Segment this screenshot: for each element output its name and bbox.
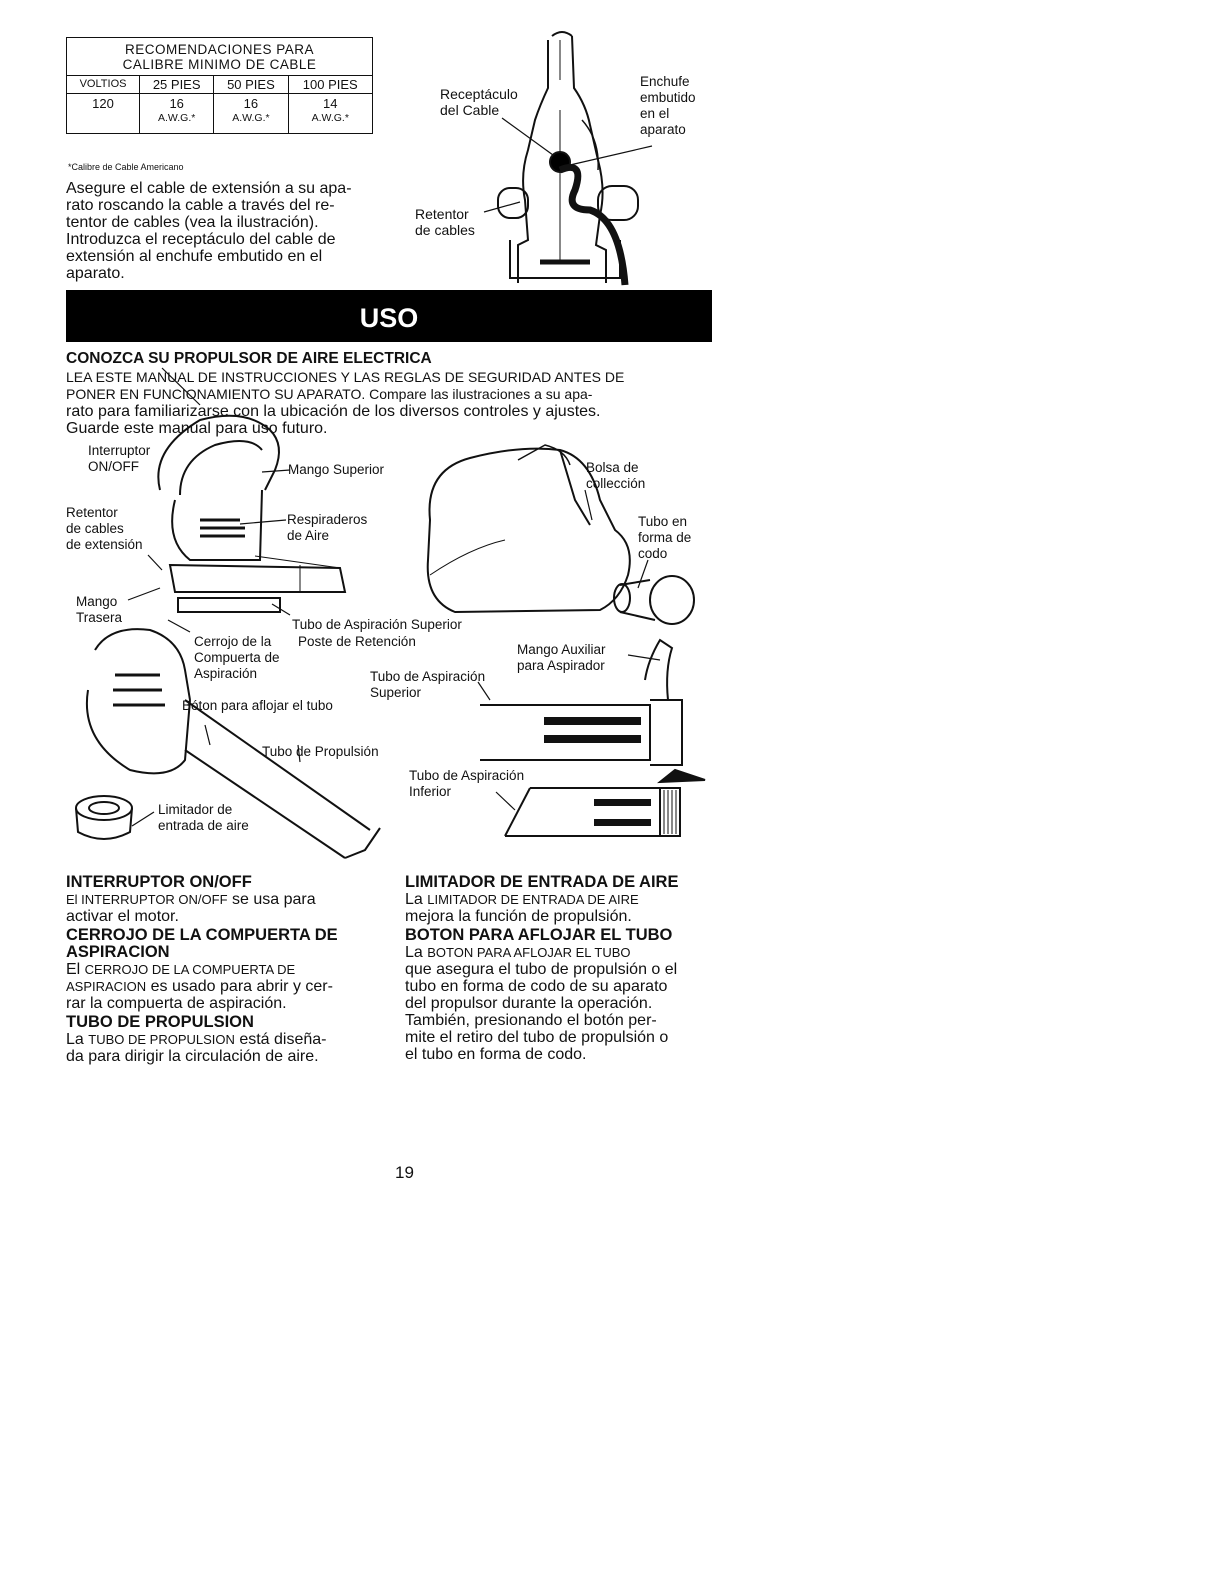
- section-line: [66, 908, 386, 925]
- section-heading: ASPIRACION: [66, 943, 170, 961]
- cable-table-footnote: *Calibre de Cable Americano: [68, 162, 184, 172]
- text-run: También, presionando el botón per-: [405, 1012, 657, 1029]
- label-aux-vacuum-handle: [517, 642, 606, 674]
- text-run: se usa para: [227, 891, 316, 908]
- label-line: del Cable: [440, 102, 500, 118]
- gauge-number: 16: [243, 96, 259, 111]
- label-blower-tube: Tubo de Propulsión: [262, 744, 379, 759]
- text-run: El: [66, 892, 82, 907]
- description-section: [66, 927, 386, 1012]
- section-line: [405, 995, 725, 1012]
- text-run: del propulsor durante la operación.: [405, 995, 653, 1012]
- description-section: [66, 1014, 386, 1065]
- label-line: Trasera: [76, 610, 123, 625]
- cable-table-title-line-1: RECOMENDACIONES PARA: [124, 42, 315, 57]
- text-run: El: [66, 961, 85, 978]
- section-line: [66, 891, 386, 908]
- label-line: codo: [638, 546, 668, 561]
- label-top-handle: Mango Superior: [288, 462, 385, 477]
- section-line: [405, 978, 725, 995]
- text-run: TUBO DE PROPULSION: [88, 1032, 235, 1047]
- label-line: de extensión: [66, 537, 143, 552]
- know-section-text: [66, 369, 726, 437]
- section-line: [66, 995, 386, 1012]
- text-run: La: [405, 944, 428, 961]
- label-line: Receptáculo: [440, 86, 518, 102]
- section-heading: INTERRUPTOR ON/OFF: [66, 873, 252, 891]
- intro-line: extensión al enchufe embutido en el: [66, 248, 323, 265]
- gauge-unit: A.W.G.*: [232, 112, 270, 124]
- section-heading: LIMITADOR DE ENTRADA DE AIRE: [405, 873, 679, 891]
- label-air-vents: [287, 512, 367, 544]
- label-line: Retentor: [415, 206, 469, 222]
- label-line: en el: [640, 106, 670, 121]
- gauge-unit: A.W.G.*: [311, 112, 349, 124]
- text-run: tubo en forma de codo de su aparato: [405, 978, 668, 995]
- text-run: BOTON PARA AFLOJAR EL TUBO: [427, 945, 631, 960]
- know-section-heading: CONOZCA SU PROPULSOR DE AIRE ELECTRICA: [66, 350, 432, 367]
- label-line: ON/OFF: [88, 459, 139, 474]
- label-line: aparato: [640, 122, 686, 137]
- lower-vacuum-tube-illustration: [505, 788, 680, 836]
- text-run: el tubo en forma de codo.: [405, 1046, 587, 1063]
- label-line: Bolsa de: [586, 460, 639, 475]
- label-line: Compuerta de: [194, 650, 280, 665]
- label-line: Tubo de Aspiración: [409, 768, 525, 783]
- left-description-column: [66, 874, 386, 1067]
- label-air-intake-limiter: [158, 802, 249, 834]
- label-line: Mango: [76, 594, 118, 609]
- label-on-off-switch: [88, 443, 150, 475]
- text-run: La: [66, 1031, 89, 1048]
- section-line: [405, 891, 725, 908]
- know-line: Guarde este manual para uso futuro.: [66, 420, 328, 437]
- text-run: que asegura el tubo de propulsión o el: [405, 961, 678, 978]
- label-tube-release-button: Bóton para aflojar el tubo: [182, 698, 333, 713]
- label-line: de cables: [66, 521, 124, 536]
- section-heading: TUBO DE PROPULSION: [66, 1013, 254, 1031]
- text-run: CERROJO DE LA COMPUERTA DE: [84, 962, 296, 977]
- label-vacuum-door-latch: [194, 634, 280, 682]
- section-line: [405, 1029, 725, 1046]
- intro-line: rato roscando la cable a través del re-: [66, 197, 335, 214]
- label-rear-handle: [76, 594, 122, 626]
- text-run: está diseña-: [234, 1031, 327, 1048]
- section-line: [66, 1048, 386, 1065]
- label-line: entrada de aire: [158, 818, 249, 833]
- text-run: es usado para abrir y cer-: [146, 978, 333, 995]
- label-line: Cerrojo de la: [194, 634, 272, 649]
- gauge-number: 14: [323, 96, 338, 111]
- right-description-column: [405, 874, 725, 1065]
- label-extension-cord-retainer: [66, 505, 143, 553]
- cable-table-title-line-2: CALIBRE MINIMO DE CABLE: [122, 57, 317, 72]
- label-elbow-tube: [638, 514, 691, 562]
- label-line: de Aire: [287, 528, 330, 543]
- know-line: rato para familiarizarse con la ubicación de los diversos controles y ajustes.: [66, 403, 601, 420]
- section-heading: BOTON PARA AFLOJAR EL TUBO: [405, 926, 673, 944]
- text-run: INTERRUPTOR ON/OFF: [81, 892, 228, 907]
- page-number: 19: [395, 1163, 414, 1182]
- description-section: [405, 874, 725, 925]
- label-line: Limitador de: [158, 802, 233, 817]
- header-volts: VOLTIOS: [67, 76, 140, 94]
- text-run: rar la compuerta de aspiración.: [66, 995, 287, 1012]
- section-line: [405, 908, 725, 925]
- header-50ft: 50 PIES: [214, 76, 288, 94]
- label-cord-retainer: [415, 206, 475, 238]
- section-line: [66, 978, 386, 995]
- text-run: ASPIRACION: [66, 979, 147, 994]
- label-line: Mango Auxiliar: [517, 642, 606, 657]
- text-run: LIMITADOR DE ENTRADA DE AIRE: [427, 892, 639, 907]
- intro-line: tentor de cables (vea la ilustración).: [66, 214, 319, 231]
- label-line: Enchufe: [640, 74, 690, 89]
- header-100ft: 100 PIES: [288, 76, 372, 94]
- label-line: Tubo de Aspiración: [370, 669, 486, 684]
- label-recessed-plug: [640, 74, 696, 138]
- label-line: collección: [586, 476, 646, 491]
- label-line: para Aspirador: [517, 658, 605, 673]
- label-lower-vacuum-tube: [409, 768, 524, 800]
- section-line: [66, 961, 386, 978]
- gauge-number: 16: [169, 96, 184, 111]
- text-run: activar el motor.: [66, 908, 179, 925]
- section-line: [66, 1031, 386, 1048]
- label-line: de cables: [415, 222, 475, 238]
- description-section: [405, 927, 725, 1063]
- label-upper-vacuum-tube: [370, 669, 485, 701]
- label-collection-bag: [586, 460, 645, 492]
- label-line: Superior: [370, 685, 422, 700]
- section-heading: CERROJO DE LA COMPUERTA DE: [66, 926, 338, 944]
- gauge-unit: A.W.G.*: [158, 112, 196, 124]
- section-line: [405, 961, 725, 978]
- label-line: embutido: [640, 90, 696, 105]
- label-upper-vacuum-tube-post: Tubo de Aspiración Superior: [292, 617, 462, 632]
- label-line: Aspiración: [194, 666, 258, 681]
- label-cable-receptacle: [440, 86, 518, 118]
- know-line: PONER EN FUNCIONAMIENTO SU APARATO. Compare las ilustraciones a su apa-: [66, 386, 593, 402]
- know-line: LEA ESTE MANUAL DE INSTRUCCIONES Y LAS REGLAS DE SEGURIDAD ANTES DE: [66, 369, 625, 385]
- intro-line: aparato.: [66, 265, 125, 282]
- description-section: [66, 874, 386, 925]
- section-line: [405, 1012, 725, 1029]
- header-25ft: 25 PIES: [140, 76, 214, 94]
- section-line: [405, 944, 725, 961]
- text-run: La: [405, 891, 428, 908]
- label-line: forma de: [638, 530, 692, 545]
- label-line: Interruptor: [88, 443, 151, 458]
- intro-line: Asegure el cable de extensión a su apa-: [66, 180, 352, 197]
- intro-line: Introduzca el receptáculo del cable de: [66, 231, 336, 248]
- aux-handle-leader: [628, 655, 660, 660]
- label-line: Inferior: [409, 784, 452, 799]
- elbow-tube-illustration: [614, 576, 694, 624]
- text-run: mejora la función de propulsión.: [405, 908, 632, 925]
- label-line: Respiraderos: [287, 512, 368, 527]
- label-line: Retentor: [66, 505, 118, 520]
- text-run: da para dirigir la circulación de aire.: [66, 1048, 319, 1065]
- cell-volts: 120: [67, 94, 140, 134]
- section-bar-uso: USO: [66, 290, 712, 342]
- section-line: [405, 1046, 725, 1063]
- label-retention-post: Poste de Retención: [298, 634, 416, 649]
- text-run: mite el retiro del tubo de propulsión o: [405, 1029, 669, 1046]
- label-line: Tubo en: [638, 514, 688, 529]
